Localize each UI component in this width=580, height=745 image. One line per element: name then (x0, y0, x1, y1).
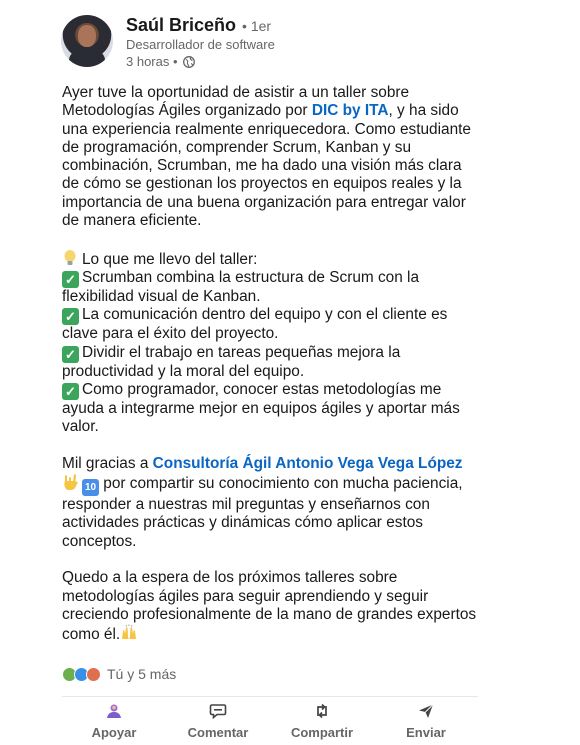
support-icon (105, 702, 123, 720)
mention-dic-by-ita[interactable]: DIC by ITA (311, 102, 389, 120)
check-icon: ✓ (62, 308, 79, 325)
post-meta (126, 54, 195, 69)
post-paragraph-intro (62, 84, 482, 230)
divider (62, 696, 478, 697)
takeaway-text: Dividir el trabajo en tareas pequeñas mejora la productividad y la moral del equipo. (62, 343, 401, 380)
post-header (61, 13, 481, 73)
avatar[interactable] (61, 15, 113, 67)
connection-degree: • 1er (242, 18, 272, 34)
thanks-text-b: por compartir su conocimiento con mucha paciencia, responder a nuestras mil preguntas y enseñarnos con actividades prácticas y dinámicas cómo aplicar estos conceptos. (62, 475, 463, 550)
takeaways-title (62, 249, 482, 269)
repost-label: Compartir (290, 725, 354, 740)
comment-icon (209, 702, 227, 720)
takeaway-item (62, 306, 482, 343)
mention-consultoria[interactable]: Consultoría Ágil Antonio Vega Vega López (152, 454, 463, 472)
post-paragraph-closing (62, 569, 482, 644)
thanks-text-a: Mil gracias a (62, 454, 153, 472)
reactions-summary[interactable] (62, 665, 176, 683)
post-body (62, 84, 482, 644)
lightbulb-icon (62, 249, 78, 267)
support-label: Apoyar (91, 725, 137, 740)
avatar-face (78, 25, 96, 47)
takeaway-text: La comunicación dentro del equipo y con el cliente es clave para el éxito del proyecto. (62, 306, 448, 343)
comment-label: Comentar (187, 725, 249, 740)
intro-text-b: , y ha sido una experiencia realmente enriquecedora. Como estudiante de programación, comprender Scrum, Kanban y su combinación, Scrumban, me ha dado una visión más clara de cómo se gestionan los proyectos en equipos reales y la importancia de una buena organización para entregar valor de manera eficiente. (62, 102, 471, 230)
check-icon: ✓ (62, 271, 79, 288)
love-icon (86, 667, 101, 682)
post-card (48, 0, 478, 745)
takeaway-text: Scrumban combina la estructura de Scrum con la flexibilidad visual de Kanban. (62, 268, 420, 305)
author-name[interactable]: Saúl Briceño (126, 15, 237, 35)
author-name-line (126, 15, 271, 36)
globe-icon (183, 56, 195, 68)
raising-hands-icon (120, 624, 138, 642)
takeaway-text: Como programador, conocer estas metodologías me ayuda a integrarme mejor en equipos ágiles y aportar más valor. (62, 380, 460, 436)
intro-text-a: Ayer tuve la oportunidad de asistir a un taller sobre Metodologías Ágiles organizado por (62, 84, 410, 120)
author-headline: Desarrollador de software (126, 37, 275, 52)
repost-button[interactable] (270, 702, 374, 742)
love-you-hand-icon (62, 473, 80, 491)
avatar-body (69, 48, 105, 67)
check-icon: ✓ (62, 346, 79, 363)
takeaway-item (62, 344, 482, 381)
support-button[interactable] (62, 702, 166, 742)
keycap-ten-icon: 10 (82, 479, 99, 496)
takeaway-item (62, 381, 482, 437)
check-icon: ✓ (62, 383, 79, 400)
post-paragraph-thanks (62, 455, 482, 551)
send-icon (417, 702, 435, 720)
action-bar (62, 702, 478, 742)
takeaways-title-text: Lo que me llevo del taller: (82, 250, 258, 268)
post-time: 3 horas • (126, 54, 178, 69)
closing-text: Quedo a la espera de los próximos talleres sobre metodologías ágiles para seguir aprendiendo y seguir creciendo profesionalmente de la mano de grandes expertos como él. (62, 569, 477, 644)
reactions-count[interactable]: Tú y 5 más (107, 666, 177, 682)
comment-button[interactable] (166, 702, 270, 742)
takeaway-item (62, 269, 482, 306)
repost-icon (313, 702, 331, 720)
send-button[interactable] (374, 702, 478, 742)
send-label: Enviar (406, 725, 446, 740)
